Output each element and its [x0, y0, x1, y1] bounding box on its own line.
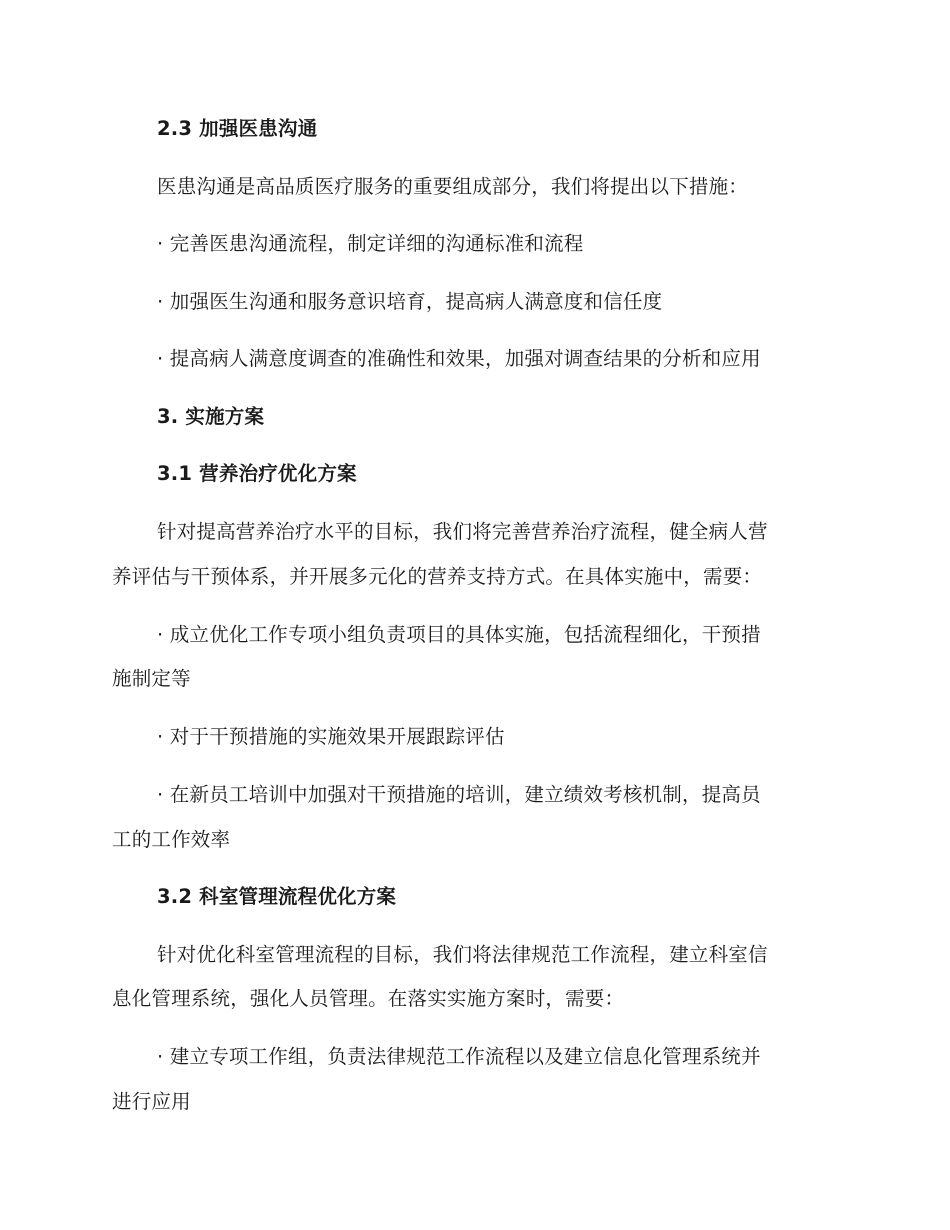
- section-2-3-heading: 2.3 加强医患沟通: [157, 117, 318, 140]
- section-2-3-intro: 医患沟通是高品质医疗服务的重要组成部分，我们将提出以下措施：: [157, 175, 749, 198]
- section-3-2-bullet-1-line-1: · 建立专项工作组，负责法律规范工作流程以及建立信息化管理系统并: [157, 1045, 761, 1068]
- section-3-2-paragraph-line-1: 针对优化科室管理流程的目标，我们将法律规范工作流程，建立科室信: [157, 943, 768, 966]
- section-2-3-bullet-3: · 提高病人满意度调查的准确性和效果，加强对调查结果的分析和应用: [157, 347, 761, 370]
- section-3-1-bullet-1-line-1: · 成立优化工作专项小组负责项目的具体实施，包括流程细化，干预措: [157, 623, 761, 646]
- section-3-1-bullet-1-line-2: 施制定等: [112, 667, 191, 690]
- section-3-2-heading: 3.2 科室管理流程优化方案: [157, 885, 397, 908]
- section-3-1-paragraph-line-2: 养评估与干预体系，并开展多元化的营养支持方式。在具体实施中，需要：: [112, 565, 763, 588]
- section-3-2-paragraph-line-2: 息化管理系统，强化人员管理。在落实实施方案时，需要：: [112, 987, 625, 1010]
- section-3-1-paragraph-line-1: 针对提高营养治疗水平的目标，我们将完善营养治疗流程，健全病人营: [157, 520, 768, 543]
- section-3-heading: 3. 实施方案: [157, 405, 265, 428]
- section-3-1-heading: 3.1 营养治疗优化方案: [157, 462, 357, 485]
- section-2-3-bullet-1: · 完善医患沟通流程，制定详细的沟通标准和流程: [157, 232, 584, 255]
- section-3-1-bullet-2: · 对于干预措施的实施效果开展跟踪评估: [157, 725, 505, 748]
- section-3-2-bullet-1-line-2: 进行应用: [112, 1090, 191, 1113]
- section-2-3-bullet-2: · 加强医生沟通和服务意识培育，提高病人满意度和信任度: [157, 290, 663, 313]
- section-3-1-bullet-3-line-2: 工的工作效率: [112, 828, 231, 851]
- section-3-1-bullet-3-line-1: · 在新员工培训中加强对干预措施的培训，建立绩效考核机制，提高员: [157, 783, 761, 806]
